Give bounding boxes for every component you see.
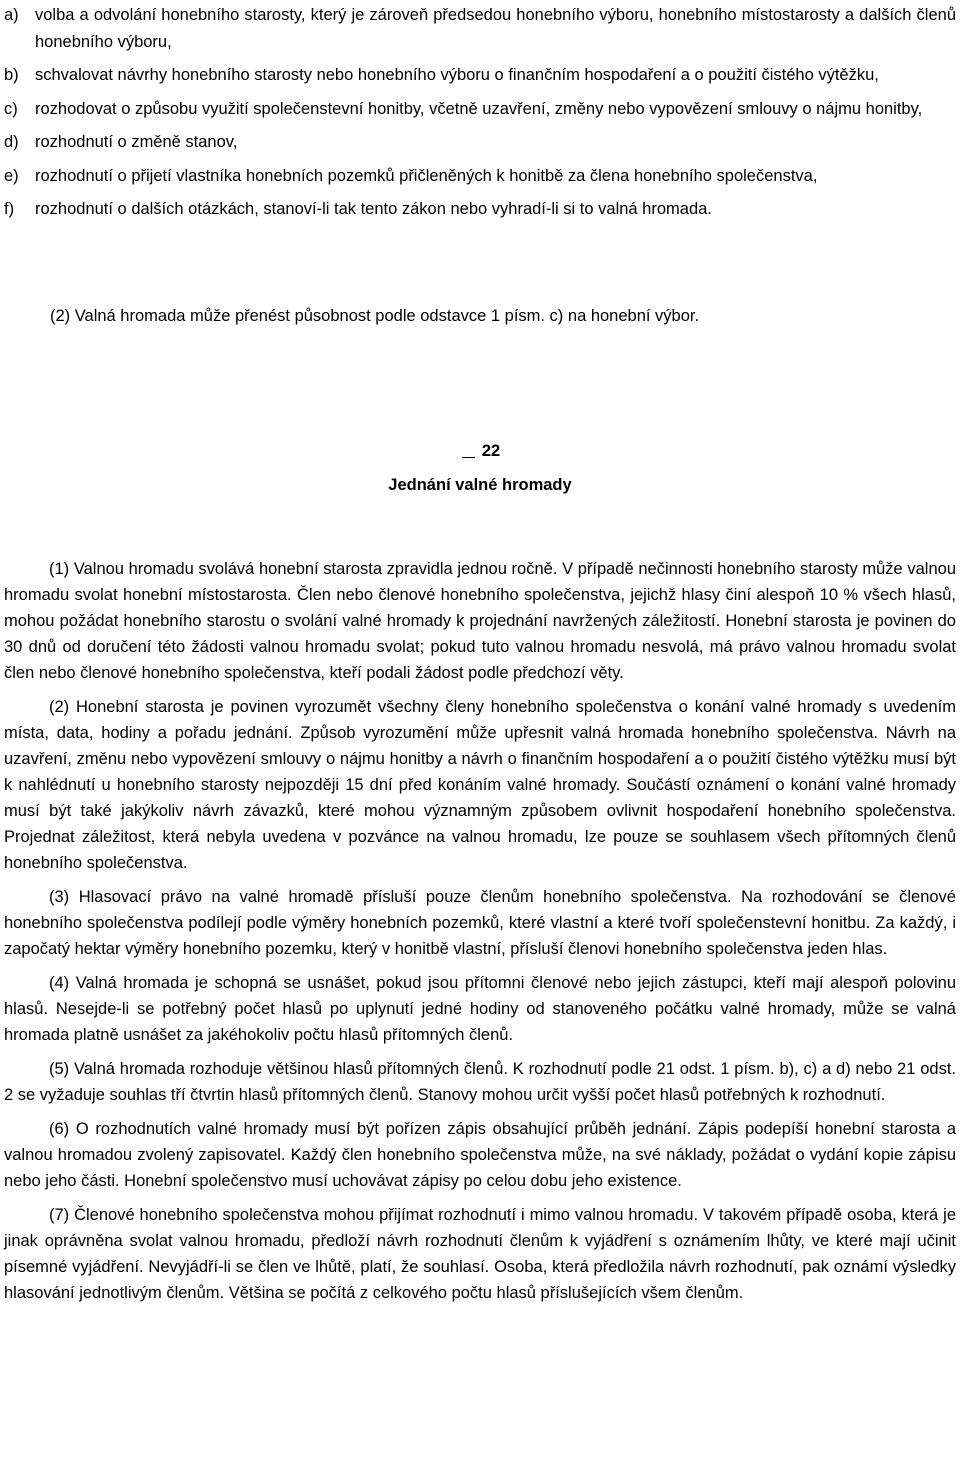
- section-title: Jednání valné hromady: [388, 476, 572, 494]
- list-marker: b): [4, 66, 19, 84]
- paragraph-6: (6) O rozhodnutích valné hromady musí být pořízen zápis obsahující průběh jednání. Zápis podepíší honební starosta a valnou hromadou zvolený zapisovatel. Každý člen honebního společenstva může, na své náklady, požádat o vydání kopie zápisu nebo jeho části. Honební společenstvo musí uchovávat zápisy po celou dobu jeho existence.: [4, 1120, 956, 1190]
- section-number: [0, 440, 960, 462]
- list-marker: d): [4, 133, 19, 151]
- paragraph-4: (4) Valná hromada je schopná se usnášet, pokud jsou přítomni členové nebo jejich zástupci, kteří mají alespoň polovinu hlasů. Nesejde-li se potřebný počet hlasů po uplynutí jedné hodiny od stanoveného počátku valné hromady, může se valná hromada platně usnášet za jakéhokoliv počtu hlasů přítomných členů.: [4, 974, 956, 1044]
- list-item: [4, 163, 956, 190]
- list-item-text: rozhodovat o způsobu využití společenstevní honitby, včetně uzavření, změny nebo vypovězení smlouvy o nájmu honitby,: [35, 99, 923, 118]
- section-mark-icon: [460, 440, 476, 462]
- list-marker: f): [4, 200, 15, 218]
- subsection-2: (2) Valná hromada může přenést působnost podle odstavce 1 písm. c) na honební výbor.: [50, 307, 700, 325]
- powers-list: [4, 2, 956, 230]
- list-marker: c): [4, 99, 18, 118]
- list-item-text: rozhodnutí o dalších otázkách, stanoví-li tak tento zákon nebo vyhradí-li si to valná hromada.: [35, 200, 712, 218]
- list-item: [4, 196, 956, 223]
- paragraph-7: (7) Členové honebního společenstva mohou přijímat rozhodnutí i mimo valnou hromadu. V takovém případě osoba, která je jinak oprávněna svolat valnou hromadu, předloží návrh rozhodnutí členům k vyjádření s oznámením lhůty, ve které mají učinit písemné vyjádření. Nevyjádří-li se člen ve lhůtě, platí, že souhlasí. Osoba, která předložila návrh rozhodnutí, pak oznámí výsledky hlasování jednotlivým členům. Většina se počítá z celkového počtu hlasů příslušejících všem členům.: [4, 1206, 956, 1302]
- paragraph-1: (1) Valnou hromadu svolává honební starosta zpravidla jednou ročně. V případě nečinnosti honebního starosty může valnou hromadu svolat honební místostarosta. Člen nebo členové honebního společenstva, jejichž hlasy činí alespoň 10 % všech hlasů, mohou požádat honebního starostu o svolání valné hromady k projednání navržených záležitostí. Honební starosta je povinen do 30 dnů od doručení této žádosti valnou hromadu svolat; pokud tuto valnou hromadu nesvolá, má právo valnou hromadu svolat člen nebo členové honebního společenstva, kteří podali žádost podle předchozí věty.: [4, 560, 956, 682]
- list-item: [4, 129, 956, 156]
- list-item: [4, 2, 956, 55]
- list-item-text: rozhodnutí o změně stanov,: [35, 133, 238, 151]
- list-marker: a): [4, 6, 19, 24]
- paragraph-3: (3) Hlasovací právo na valné hromadě přísluší pouze členům honebního společenstva. Na rozhodování se členové honebního společenstva podílejí podle výměry honebních pozemků, které vlastní a které tvoří společenstevní honitbu. Za každý, i započatý hektar výměry honebního pozemku, který v honitbě vlastní, přísluší členovi honebního společenstva jeden hlas.: [4, 888, 956, 958]
- paragraph-2: (2) Honební starosta je povinen vyrozumět všechny členy honebního společenstva o konání valné hromady s uvedením místa, data, hodiny a pořadu jednání. Způsob vyrozumění může upřesnit valná hromada honebního společenstva. Návrh na uzavření, změnu nebo vypovězení smlouvy o nájmu honitby a návrh o finančním hospodaření a o použití čistého výtěžku musí být k nahlédnutí u honebního starosty nejpozději 15 dní před konáním valné hromady. Součástí oznámení o konání valné hromady musí být také jakýkoliv návrh závazků, které mohou významným způsobem ovlivnit hospodaření honebního společenstva. Projednat záležitost, která nebyla uvedena v pozvánce na valnou hromadu, lze pouze se souhlasem všech přítomných členů honebního společenstva.: [4, 698, 956, 872]
- list-item-text: schvalovat návrhy honebního starosty nebo honebního výboru o finančním hospodaření a o použití čistého výtěžku,: [35, 66, 879, 84]
- list-item-text: rozhodnutí o přijetí vlastníka honebních pozemků přičleněných k honitbě za člena honebního společenstva,: [35, 166, 818, 185]
- section-number-text: 22: [481, 442, 501, 460]
- section-body: [4, 556, 956, 1314]
- list-item: [4, 96, 956, 123]
- list-marker: e): [4, 166, 19, 185]
- paragraph-5: (5) Valná hromada rozhoduje většinou hlasů přítomných členů. K rozhodnutí podle 21 odst. 1 písm. b), c) a d) nebo 21 odst. 2 se vyžaduje souhlas tří čtvrtin hlasů přítomných členů. Stanovy mohou určit vyšší počet hlasů potřebných k rozhodnutí.: [4, 1060, 956, 1104]
- list-item: [4, 62, 956, 89]
- list-item-text: volba a odvolání honebního starosty, který je zároveň předsedou honebního výboru, honebního místostarosty a dalších členů honebního výboru,: [35, 6, 956, 51]
